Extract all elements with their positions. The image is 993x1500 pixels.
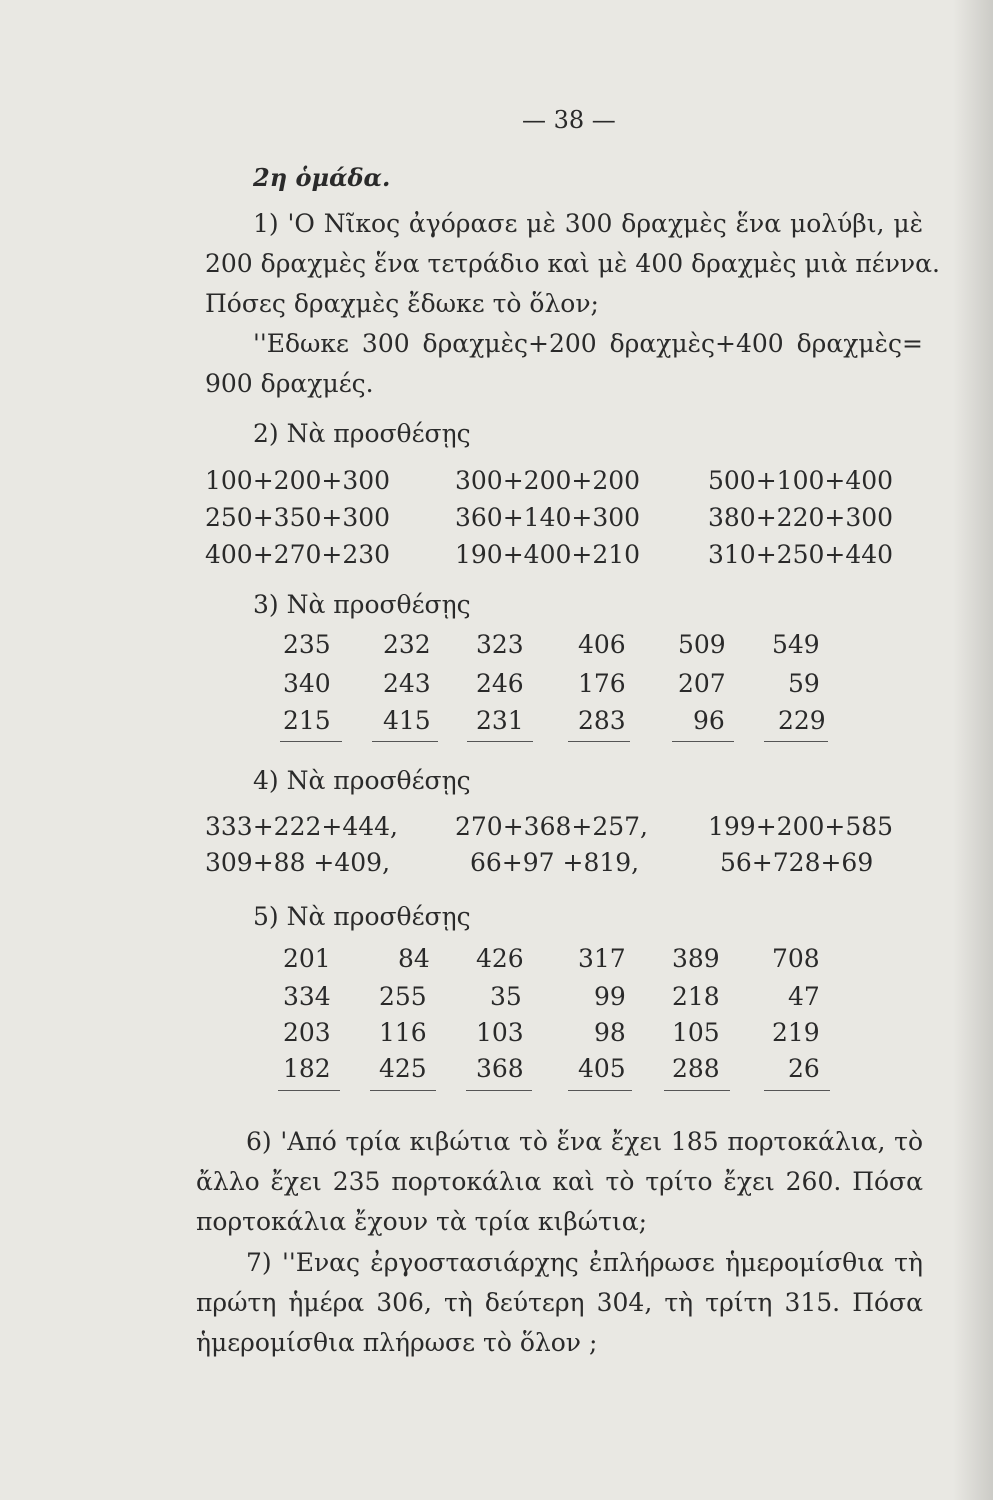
sum-expression: 360+140+300 — [455, 503, 641, 532]
addend: 218 — [672, 982, 720, 1011]
problem-1-line: Πόσες δραχμὲς ἔδωκε τὸ ὅλον; — [205, 289, 599, 318]
addend: 406 — [578, 630, 626, 659]
sum-underline — [467, 741, 533, 742]
problem-7-line: πρώτη ἡμέρα 306, τὴ δεύτερη 304, τὴ τρίτη 315. Πόσα — [196, 1288, 923, 1317]
sum-expression: 309+88 +409, — [205, 848, 391, 877]
sum-expression: 310+250+440 — [708, 540, 894, 569]
addend: 84 — [398, 944, 430, 973]
problem-2-title: 2) Νὰ προσθέσῃς — [253, 419, 471, 448]
sum-underline — [466, 1090, 532, 1091]
addend: 232 — [383, 630, 431, 659]
addend: 103 — [476, 1018, 524, 1047]
addend: 116 — [379, 1018, 427, 1047]
problem-7-line: ἡμερομίσθια πλήρωσε τὸ ὅλον ; — [196, 1328, 598, 1357]
sum-expression: 199+200+585 — [708, 812, 894, 841]
sum-expression: 500+100+400 — [708, 466, 894, 495]
addend: 246 — [476, 669, 524, 698]
sum-underline — [664, 1090, 730, 1091]
sum-expression: 400+270+230 — [205, 540, 391, 569]
addend: 231 — [476, 706, 524, 735]
addend: 509 — [678, 630, 726, 659]
sum-underline — [372, 741, 438, 742]
sum-expression: 56+728+69 — [720, 848, 874, 877]
sum-underline — [370, 1090, 436, 1091]
sum-underline — [764, 1090, 830, 1091]
addend: 98 — [594, 1018, 626, 1047]
problem-4-title: 4) Νὰ προσθέσῃς — [253, 766, 471, 795]
addend: 549 — [772, 630, 820, 659]
problem-3-title: 3) Νὰ προσθέσῃς — [253, 590, 471, 619]
sum-expression: 300+200+200 — [455, 466, 641, 495]
addend: 425 — [379, 1054, 427, 1083]
addend: 334 — [283, 982, 331, 1011]
page-edge-shadow — [953, 0, 993, 1500]
problem-1-line: ''Εδωκε 300 δραχμὲς+200 δραχμὲς+400 δραχμὲς= — [253, 329, 923, 358]
addend: 426 — [476, 944, 524, 973]
sum-expression: 66+97 +819, — [470, 848, 640, 877]
problem-1-line: 200 δραχμὲς ἕνα τετράδιο καὶ μὲ 400 δραχμὲς μιὰ πέννα. — [205, 249, 940, 278]
sum-underline — [278, 1090, 340, 1091]
sum-underline — [280, 741, 342, 742]
sum-underline — [568, 741, 630, 742]
addend: 323 — [476, 630, 524, 659]
sum-expression: 380+220+300 — [708, 503, 894, 532]
sum-expression: 190+400+210 — [455, 540, 641, 569]
addend: 59 — [788, 669, 820, 698]
problem-1-line: 1) 'Ο Νῖκος ἀγόρασε μὲ 300 δραχμὲς ἕνα μολύβι, μὲ — [253, 209, 923, 238]
problem-5-title: 5) Νὰ προσθέσῃς — [253, 902, 471, 931]
addend: 99 — [594, 982, 626, 1011]
sum-underline — [568, 1090, 632, 1091]
sum-expression: 250+350+300 — [205, 503, 391, 532]
group-heading: 2η ὁμάδα. — [253, 163, 391, 192]
sum-underline — [672, 741, 734, 742]
addend: 35 — [490, 982, 522, 1011]
sum-expression: 100+200+300 — [205, 466, 391, 495]
addend: 405 — [578, 1054, 626, 1083]
addend: 182 — [283, 1054, 331, 1083]
addend: 708 — [772, 944, 820, 973]
addend: 105 — [672, 1018, 720, 1047]
addend: 368 — [476, 1054, 524, 1083]
addend: 215 — [283, 706, 331, 735]
problem-6-line: πορτοκάλια ἔχουν τὰ τρία κιβώτια; — [196, 1207, 648, 1236]
addend: 96 — [693, 706, 725, 735]
addend: 415 — [383, 706, 431, 735]
problem-1-line: 900 δραχμές. — [205, 369, 374, 398]
addend: 283 — [578, 706, 626, 735]
addend: 219 — [772, 1018, 820, 1047]
addend: 176 — [578, 669, 626, 698]
addend: 243 — [383, 669, 431, 698]
addend: 26 — [788, 1054, 820, 1083]
addend: 229 — [778, 706, 826, 735]
addend: 235 — [283, 630, 331, 659]
addend: 340 — [283, 669, 331, 698]
addend: 203 — [283, 1018, 331, 1047]
addend: 201 — [283, 944, 331, 973]
sum-expression: 333+222+444, — [205, 812, 398, 841]
problem-6-line: 6) 'Από τρία κιβώτια τὸ ἕνα ἔχει 185 πορτοκάλια, τὸ — [246, 1127, 923, 1156]
addend: 255 — [379, 982, 427, 1011]
sum-expression: 270+368+257, — [455, 812, 648, 841]
addend: 288 — [672, 1054, 720, 1083]
problem-7-line: 7) ''Ενας ἐργοστασιάρχης ἐπλήρωσε ἡμερομίσθια τὴ — [246, 1248, 923, 1277]
addend: 47 — [788, 982, 820, 1011]
addend: 317 — [578, 944, 626, 973]
addend: 207 — [678, 669, 726, 698]
addend: 389 — [672, 944, 720, 973]
page-number: — 38 — — [522, 106, 616, 134]
problem-6-line: ἄλλο ἔχει 235 πορτοκάλια καὶ τὸ τρίτο ἔχει 260. Πόσα — [196, 1167, 923, 1196]
sum-underline — [764, 741, 828, 742]
